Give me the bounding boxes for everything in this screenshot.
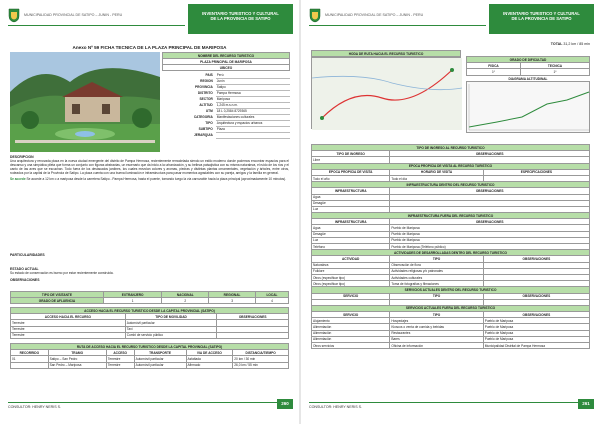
infra-fuera-cell: Teléfono [312,244,390,250]
ruta-cell: Afirmado [186,362,233,368]
afluencia-value: 4 [255,298,288,304]
info-label: SUBTIPO [198,127,213,131]
table-row [11,332,289,338]
servicios-fuera-cell: Otros servicios [312,343,390,349]
info-label: REGION [200,79,213,83]
ingreso-header: TIPO DE INGRESO [312,151,390,157]
info-label: ALTITUD [199,103,213,107]
servicios-dentro-header: TIPO [390,293,483,299]
ruta-header: TRAMO [48,350,106,356]
epoca-header: HORARIO DE VISITA [390,169,483,175]
ruta-table [10,343,289,369]
descripcion-title: DESCRIPCION [10,155,34,159]
consultor-text: CONSULTOR: HENRY NERIS S. [309,405,363,409]
total-value: 31,2 km / 85 min [563,42,590,46]
servicios-fuera-cell: Restaurantes [390,330,483,336]
infra-fuera-title: INFRAESTRUCTURA FUERA DEL RECURSO TURISTICO [312,213,590,219]
info-label: SECTOR [199,97,213,101]
servicios-fuera-cell: Alimentación [312,336,390,342]
info-label: TIPO [205,121,213,125]
ingreso-title: TIPO DE INGRESO AL RECURSO TURISTICO [312,145,590,151]
afluencia-value: 3 [209,298,256,304]
ruta-header: VIA DE ACCESO [186,350,233,356]
servicios-dentro-header: OBSERVACIONES [483,293,589,299]
info-label: DISTRITO [197,91,213,95]
acceso-note: Se accede Se accede a 12 km o a mariposa desde la carretera Satipo - Pampa Hermosa, hasta el puente, tomando luego la vía carrozable hacia la plaza principal (aproximadamente 10 minutos). [10,177,287,182]
particularidades-title: PARTICULARIDADES [10,253,45,257]
ruta-cell: Terrestre [106,356,134,362]
acceso-cell: Taxi [125,326,217,332]
acceso-capital-title: ACCESO HACIA EL RECURSO TURISTICO DESDE LA CAPITAL PROVINCIAL (SATIPO) [11,308,289,314]
servicios-fuera-cell: Alojamiento [312,318,390,324]
header-title-line2: DE LA PROVINCIA DE SATIPO [210,16,271,22]
page-header [309,4,594,36]
resource-info [162,52,290,139]
visitantes-header: EXTRANJERO [103,292,162,298]
observaciones-title: OBSERVACIONES [10,278,40,283]
actividades-header: TIPO [390,256,483,262]
info-value: Perú [216,72,290,78]
ingreso-cell: Libre [312,157,390,163]
servicios-fuera-cell: Oficina de información [390,343,483,349]
tables-right [311,144,590,349]
afluencia-label: GRADO DE AFLUENCIA [11,298,104,304]
info-value: Junín [216,78,290,84]
actividades-cell: Actividades religiosas y/o patronales [390,268,483,274]
page-header [8,4,293,36]
info-header: NOMBRE DEL RECURSO TURISTICO [163,53,290,59]
servicios-fuera-cell: Kioscos o venta de comida y bebidas [390,324,483,330]
mapa-section [311,50,461,129]
municipality-logo [8,7,20,23]
ruta-header: DISTANCIA/TIEMPO [233,350,289,356]
dificultad-section [466,56,590,133]
page-number: 260 [277,399,293,409]
ruta-cell: San Pedro – Mariposa [48,362,106,368]
servicios-fuera-cell: Hospedajes [390,318,483,324]
visitantes-table [10,291,289,304]
epoca-cell: Todo el año [312,175,390,181]
acceso-cell: Terrestre [11,320,126,326]
header-divider [8,25,185,26]
infra-fuera-cell: Agua [312,225,390,231]
actividades-cell: Otros (especificar tipo) [312,274,390,280]
info-value: Arquitectura y espacios urbanos [216,120,290,126]
visitantes-header: TIPO DE VISITANTE [11,292,104,298]
actividades-cell: Toma de fotografías y filmaciones [390,281,483,287]
descripcion-text: Una arquitectura y renovada plaza en la nueva ciudad emergente del distrito de Pampa Hermosa, recientemente remodelada siendo un estilo moderno donde podemos encontrar espacios para el descanso y una simpática pileta que forma un conjunto con figuras abstractas, un escenario que da inicio a la urbanización, y su belleza paisajística con su misma naturaleza, el ruido de los ríos y el canto de las aves que se escuchan. Todo fuera de los destacados jardines, los cuales mezclan colores y aromas, piedras y distintas plantas ornamentales, vegetación y árboles, entre otros, rodeados por la capital de la Provincia de Satipo. La plaza cuenta con una buena iluminación e infraestructura para pasar momentos agradables con su pareja, amigos y la familia en general. [10,159,289,176]
ruta-title: RUTA DE ACCESO HACIA EL RECURSO TURISTICO DESDE LA CAPITAL PROVINCIAL (SATIPO) [11,344,289,350]
anexo-title: Anexo Nº 59 FICHA TECNICA DE LA PLAZA PRINCIPAL DE MARIPOSA [72,45,227,50]
info-label: JERARQUIA [193,133,213,137]
dificultad-header: FISICA [467,63,521,69]
ruta-header: ACCESO [106,350,134,356]
info-value: Plaza [216,126,290,132]
ruta-cell: Automóvil particular [134,356,186,362]
infra-fuera-cell: Desagüe [312,231,390,237]
acceso-capital-table [10,307,289,339]
header-title-box [489,4,594,34]
acceso-header: ACCESO HACIA EL RECURSO [11,314,126,320]
actividades-cell: Otros (especificar tipo) [312,281,390,287]
ruta-cell: Terrestre [106,362,134,368]
info-label: UTM [205,109,213,113]
route-map [311,57,461,129]
consultor-text: CONSULTOR: HENRY NERIS S. [8,405,62,409]
epoca-title: EPOCA PROPICIA DE VISITA AL RECURSO TURISTICO [312,163,590,169]
actividades-header: OBSERVACIONES [483,256,589,262]
actividades-cell: Folklore [312,268,390,274]
infra-dentro-header: INFRAESTRUCTURA [312,188,390,194]
afluencia-value: 2 [162,298,209,304]
right-page [301,0,600,424]
dificultad-value: 1º [521,69,590,75]
resource-name: PLAZA PRINCIPAL DE MARIPOSA [163,59,290,65]
ruta-header: RECORRIDO [11,350,49,356]
servicios-fuera-header: OBSERVACIONES [483,312,589,318]
info-value: 18 L 0,2584 8729365 [216,108,290,114]
info-value: 1,245 m.s.n.m. [216,102,290,108]
actividades-cell: Naturaleza [312,262,390,268]
acceso-cell: Terrestre [11,326,126,332]
dificultad-value: 1º [467,69,521,75]
infra-fuera-cell: Pueblo de Mariposa (Teléfono público) [390,244,590,250]
municipality-name: MUNICIPALIDAD PROVINCIAL DE SATIPO – JUNIN - PERU [24,13,123,17]
visitantes-header: LOCAL [255,292,288,298]
servicios-fuera-cell: Pueblo de Mariposa [483,330,589,336]
ruta-cell: Automóvil particular [134,362,186,368]
servicios-fuera-cell: Municipalidad Distrital de Pampa Hermosa [483,343,589,349]
table-row [312,343,590,349]
servicios-fuera-cell: Alimentación [312,324,390,330]
infra-dentro-cell: Luz [312,206,390,212]
info-value: Pampa Hermosa [216,90,290,96]
particularidades-section [10,253,289,257]
left-page [0,0,299,424]
total-row [311,42,590,46]
page-number: 261 [578,399,594,409]
table-row [11,362,289,368]
estado-section [10,267,289,282]
total-label: TOTAL [550,42,563,46]
header-title-box [188,4,293,34]
info-row [162,132,290,138]
ruta-cell: Satipo – San Pedro [48,356,106,362]
infra-fuera-cell: Luz [312,237,390,243]
visitantes-header: REGIONAL [209,292,256,298]
servicios-dentro-title: SERVICIOS ACTUALES DENTRO DEL RECURSO TURISTICO [312,287,590,293]
header-title-line1: INVENTARIO TURISTICO Y CULTURAL [202,11,279,16]
servicios-fuera-cell: Bares [390,336,483,342]
acceso-cell: Combi de servicio público [125,332,217,338]
plaza-photo [10,52,160,152]
ingreso-header: OBSERVACIONES [390,151,590,157]
estado-title: ESTADO ACTUAL [10,267,39,271]
infra-dentro-cell: Agua [312,194,390,200]
infra-fuera-header: OBSERVACIONES [390,219,590,225]
ruta-cell: 20 km / 30 min [233,356,289,362]
infra-dentro-cell: Desagüe [312,200,390,206]
mapa-title: HODA DE RUTA HACIA EL RECURSO TURISTICO [312,51,461,57]
infra-dentro-title: INFRAESTRUCTURA DENTRO DEL RECURSO TURISTICO [312,182,590,188]
ruta-cell: Asfaltada [186,356,233,362]
acceso-header: OBSERVACIONES [217,314,289,320]
servicios-fuera-title: SERVICIOS ACTUALES FUERA DEL RECURSO TURISTICO [312,305,590,311]
infra-fuera-header: INFRAESTRUCTURA [312,219,390,225]
actividades-cell: Observación de flora [390,262,483,268]
dificultad-title: GRADO DE DIFICULTAD [467,57,590,63]
header-title-line2: DE LA PROVINCIA DE SATIPO [511,16,572,22]
page-footer [8,402,293,410]
servicios-fuera-cell: Pueblo de Mariposa [483,318,589,324]
info-label: PAIS [205,73,213,77]
servicios-fuera-cell: Pueblo de Mariposa [483,336,589,342]
ruta-cell: 01 [11,356,49,362]
acceso-cell: Terrestre [11,332,126,338]
acceso-note-text: Se accede a 12 km o a mariposa desde la carretera Satipo - Pampa Hermosa, hasta el puente, tomando luego la vía carrozable hacia la plaza principal (aproximadamente 10 minutos). [26,177,287,182]
actividades-header: ACTIVIDAD [312,256,390,262]
dificultad-header: TECNICA [521,63,590,69]
servicios-dentro-header: SERVICIO [312,293,390,299]
municipality-logo [309,7,321,23]
acceso-cell: Automóvil particular [125,320,217,326]
altitude-diagram [466,81,590,133]
epoca-header: EPOCA PROPICIA DE VISITA [312,169,390,175]
info-value [216,132,290,138]
epoca-cell: Todo el día [390,175,483,181]
visitantes-header: NACIONAL [162,292,209,298]
municipality-name: MUNICIPALIDAD PROVINCIAL DE SATIPO – JUNIN - PERU [325,13,424,17]
estado-text: Su estado de conservación es bueno por estar recientemente construida. [10,271,114,275]
servicios-fuera-cell: Pueblo de Mariposa [483,324,589,330]
servicios-fuera-header: TIPO [390,312,483,318]
info-label: CATEGORIA [193,115,213,119]
ruta-cell [11,362,49,368]
diagrama-title: DIAGRAMA ALTITUDINAL [508,76,548,81]
infra-fuera-cell: Pueblo de Mariposa [390,237,590,243]
header-title-line1: INVENTARIO TURISTICO Y CULTURAL [503,11,580,16]
info-label: PROVINCIA [195,85,213,89]
actividades-title: ACTIVIDADES DE DESARROLLADAS DENTRO DEL RECURSO TURISTICO [312,250,590,256]
epoca-header: ESPECIFICACIONES [483,169,589,175]
infra-dentro-header: OBSERVACIONES [390,188,590,194]
info-value: Satipo [216,84,290,90]
ubicacion-label: UBICEO [163,65,290,71]
servicios-fuera-header: SERVICIO [312,312,390,318]
page-footer [309,402,594,410]
ruta-cell: 26,0 km / 55 min [233,362,289,368]
info-value: Mariposa [216,96,290,102]
acceso-cell [217,332,289,338]
info-value: Manifestaciones culturales [216,114,290,120]
acceso-header: TIPO DE MOVILIDAD [125,314,217,320]
afluencia-value: 1 [103,298,162,304]
ruta-header: TRANSPORTE [134,350,186,356]
actividades-cell: Actividades culturales [390,274,483,280]
infra-fuera-cell: Pueblo de Mariposa [390,231,590,237]
infra-fuera-cell: Pueblo de Mariposa [390,225,590,231]
descripcion-section [10,155,289,181]
header-divider [309,25,486,26]
servicios-fuera-cell: Alimentación [312,330,390,336]
